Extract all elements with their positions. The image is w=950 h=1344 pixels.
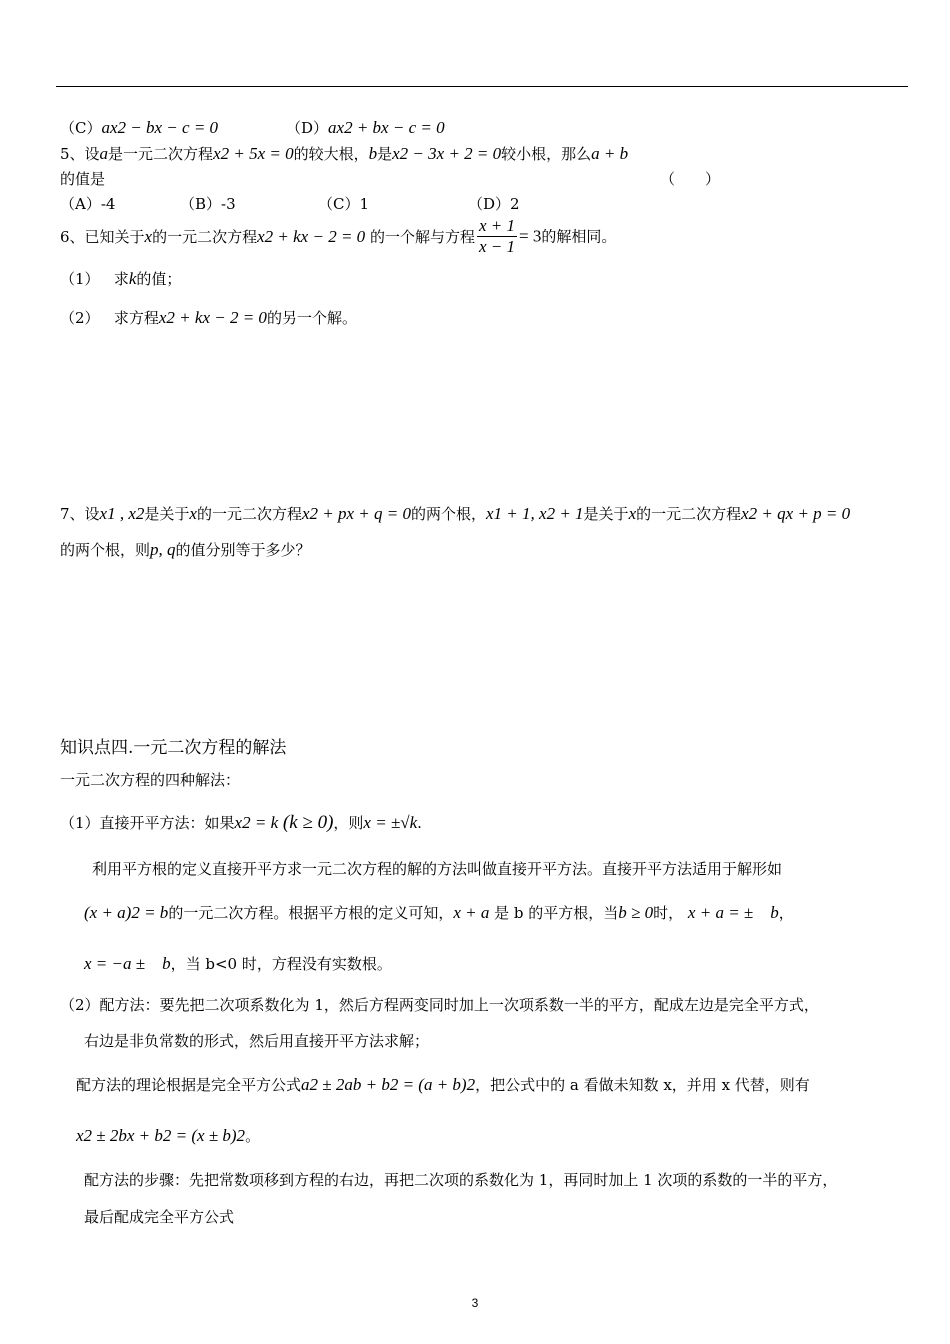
q6-sub2-pre: 求方程 (113, 309, 159, 327)
method1-label: （1）直接开平方法：如果 (60, 814, 235, 832)
q5-prefix: 5、设 (60, 145, 100, 163)
q6-text-group (60, 227, 475, 247)
q5-text4: 较小根，那么 (501, 145, 592, 163)
q7-prefix: 7、设 (60, 505, 100, 523)
method1-para2-text3: 时， (653, 904, 684, 922)
q7-eq1: x2 + px + q = 0 (301, 504, 411, 523)
method1-para2-text2: 是 b 的平方根，当 (494, 904, 619, 922)
method1-para3 (84, 954, 392, 974)
q7-text3: 的两个根， (410, 505, 486, 523)
method2-line2: 右边是非负常数的形式，然后用直接开平方法求解； (84, 1032, 430, 1050)
method1-para2-text1: 的一元二次方程。根据平方根的定义可知， (168, 904, 454, 922)
method2-para1-formula: a2 ± 2ab + b2 = (a + b)2 (301, 1075, 476, 1094)
q6-line1 (60, 216, 616, 257)
q7-roots: x1 , x2 (99, 504, 145, 523)
q7-line2-post: 的值分别等于多少？ (175, 541, 311, 559)
method1-end: . (417, 814, 422, 832)
q4-option-c-label: （C） (60, 119, 102, 137)
method1-para2-result: x + a = ± b (687, 903, 779, 922)
q6-sub2-label: （2） (60, 309, 100, 327)
page-number: 3 (471, 1296, 479, 1310)
method1-para2-eq: (x + a)2 = b (84, 903, 169, 922)
method1-para2-end: ， (778, 904, 794, 922)
q7-line1 (60, 504, 850, 524)
q5-text1: 是一元二次方程 (108, 145, 214, 163)
q5-text2: 的较大根， (293, 145, 369, 163)
method1-para2-expr: x + a (453, 903, 490, 922)
q6-frac-den: x − 1 (478, 237, 515, 256)
q6-text1: 的一元二次方程 (152, 227, 258, 246)
q5-text3: 是 (377, 145, 393, 163)
q6-sub2 (60, 308, 357, 328)
method2-para2-end: 。 (245, 1127, 261, 1145)
q5-var-a: a (99, 144, 109, 163)
q6-sub2-post: 的另一个解。 (266, 309, 357, 327)
q5-answer-bracket: （ ） (660, 170, 721, 188)
q7-text1: 是关于 (144, 505, 190, 523)
method2-para1 (76, 1075, 810, 1095)
q4-option-d-expr: ax2 + bx − c = 0 (328, 118, 445, 137)
method1-para3-result: x = −a ± b (84, 954, 171, 973)
method1-result: x = ±√k (363, 813, 418, 832)
method2-line1: （2）配方法：要先把二次项系数化为 1，然后方程两变同时加上一次项系数一半的平方，配成左边是完全平方式， (60, 996, 819, 1014)
q5-option-c: （C）1 (318, 195, 370, 213)
q6-prefix: 6、已知关于 (60, 227, 145, 246)
section4-intro: 一元二次方程的四种解法： (60, 771, 241, 789)
method1-condition: (k ≥ 0) (282, 812, 334, 833)
q5-eq1: x2 + 5x = 0 (213, 144, 294, 163)
q6-text3: 的解相同。 (541, 227, 617, 246)
q5-line2: 的值是 (60, 170, 106, 188)
q5-option-b: （B）-3 (180, 195, 236, 213)
method2-para1-pre: 配方法的理论根据是完全平方公式 (76, 1076, 302, 1094)
q6-sub1-post: 的值； (136, 270, 182, 288)
q5-eq2: x2 − 3x + 2 = 0 (392, 144, 502, 163)
method2-para1-post: ，把公式中的 a 看做未知数 x，并用 x 代替，则有 (475, 1076, 810, 1094)
q6-eq-rhs: = 3 (519, 226, 542, 246)
q7-text4: 是关于 (583, 505, 629, 523)
q7-line2-pre: 的两个根，则 (60, 541, 151, 559)
q4-option-c (60, 118, 218, 138)
q7-var-x: x (189, 504, 197, 523)
method2-steps-line1: 配方法的步骤：先把常数项移到方程的右边，再把二次项的系数化为 1，再同时加上 1 次项的系数的一半的平方， (84, 1171, 838, 1189)
q6-fraction (477, 216, 517, 257)
method1-para3-text: ，当 b<0 时，方程没有实数根。 (170, 955, 392, 973)
q5-option-d: （D）2 (468, 195, 520, 213)
q5-expr: a + b (591, 144, 629, 163)
q7-line2 (60, 540, 311, 560)
q7-line2-vars: p, q (150, 540, 176, 559)
method1-para1: 利用平方根的定义直接开平方求一元二次方程的解的方法叫做直接开平方法。直接开平方法适用于解形如 (92, 860, 783, 878)
method1-para2-cond: b ≥ 0 (618, 903, 654, 922)
q5-option-a: （A）-4 (60, 195, 116, 213)
method1-eq: x2 = k (234, 813, 279, 832)
q6-var-x: x (144, 226, 153, 246)
header-rule (56, 86, 908, 87)
q6-sub1-pre: 求 (113, 270, 129, 288)
q7-var-x-2: x (628, 504, 637, 523)
q5-line1 (60, 144, 628, 164)
q6-sub1 (60, 269, 181, 289)
q5-var-b: b (368, 144, 378, 163)
method2-steps-line2: 最后配成完全平方公式 (84, 1208, 235, 1226)
q7-eq2: x2 + qx + p = 0 (741, 504, 851, 523)
method1-para2 (84, 903, 794, 923)
q7-roots2: x1 + 1, x2 + 1 (486, 504, 584, 523)
method2-para2-formula: x2 ± 2bx + b2 = (x ± b)2 (76, 1126, 246, 1145)
q6-sub2-eq: x2 + kx − 2 = 0 (158, 308, 267, 327)
q6-sub1-var: k (128, 269, 137, 288)
section4-heading: 知识点四.一元二次方程的解法 (60, 738, 287, 758)
q6-text2: 的一个解与方程 (369, 227, 475, 246)
q4-option-d-label: （D） (286, 119, 329, 137)
q7-text2: 的一元二次方程 (196, 505, 302, 523)
method2-para2 (76, 1126, 260, 1146)
method1-then: ，则 (333, 814, 364, 832)
q4-option-d (286, 118, 445, 138)
q6-frac-num: x + 1 (478, 216, 515, 235)
q6-eq: x2 + kx − 2 = 0 (257, 226, 366, 246)
q7-text5: 的一元二次方程 (636, 505, 742, 523)
method1-line (60, 813, 422, 833)
q4-option-c-expr: ax2 − bx − c = 0 (101, 118, 219, 137)
q6-sub1-label: （1） (60, 270, 100, 288)
